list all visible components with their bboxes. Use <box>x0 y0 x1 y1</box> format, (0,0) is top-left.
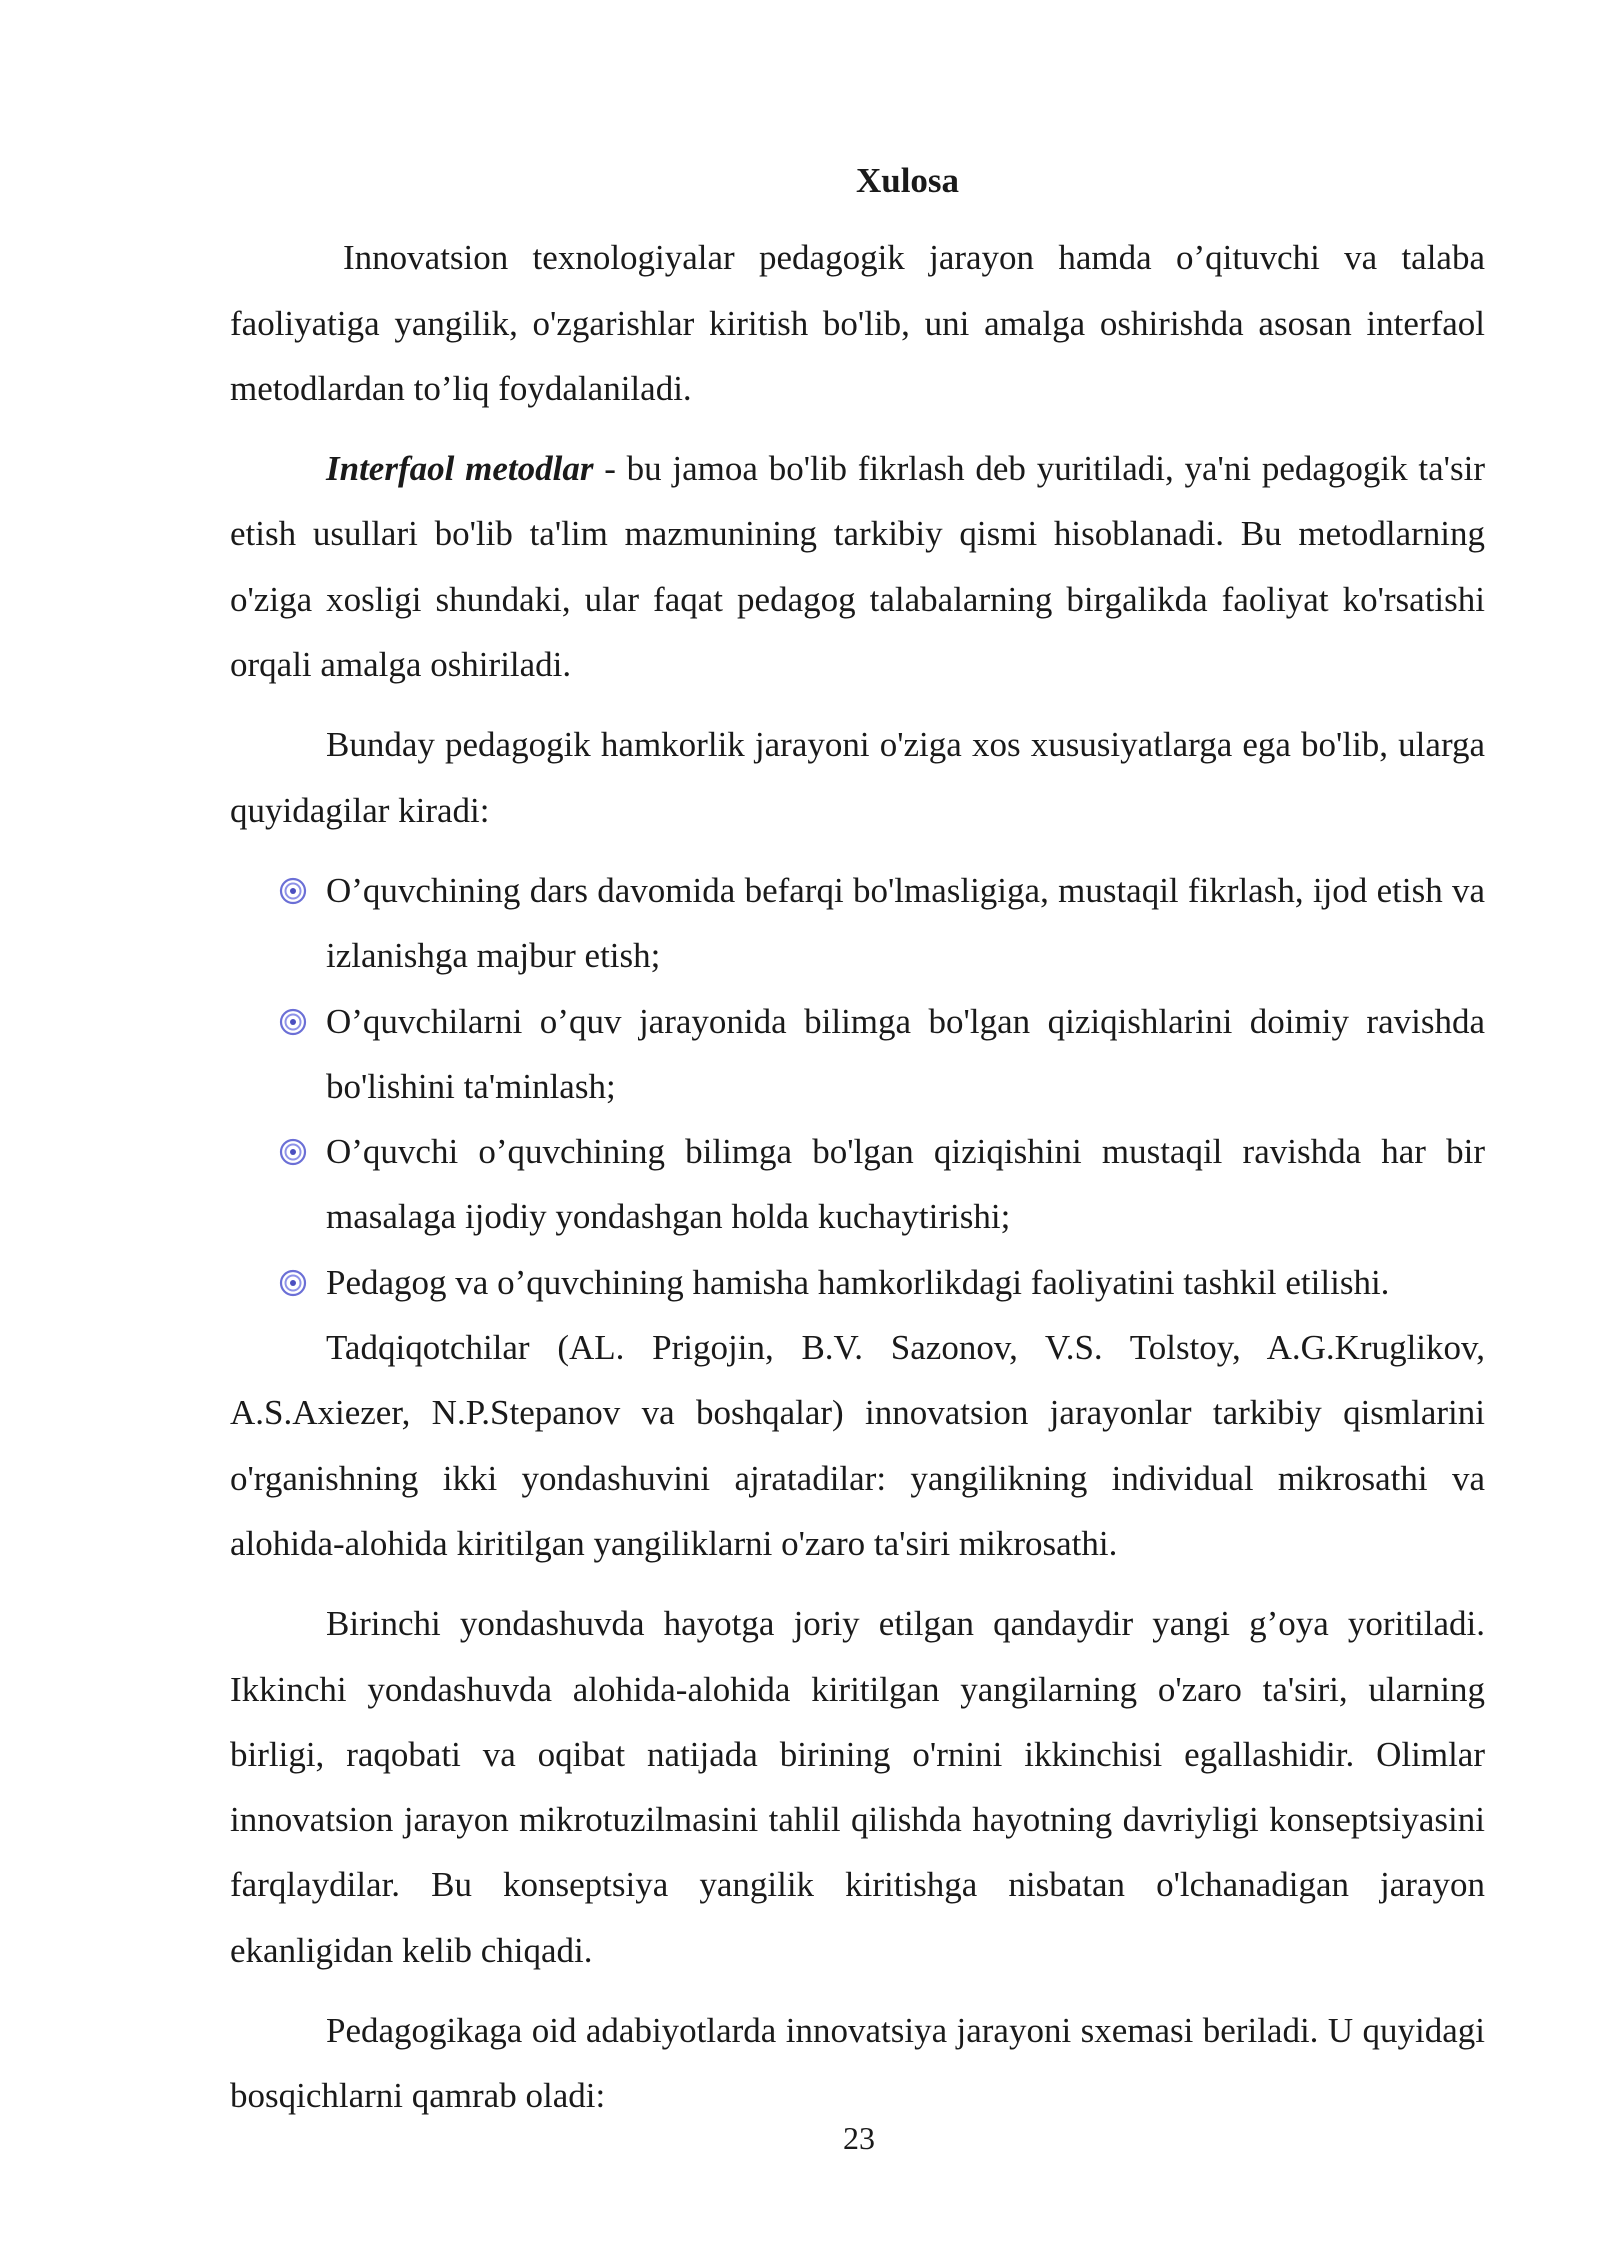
list-item-text: O’quvchi o’quvchining bilimga bo'lgan qiziqishini mustaqil ravishda har bir masalaga ijodiy yondashgan holda kuchaytirishi; <box>326 1132 1485 1237</box>
list-item-text: Pedagog va o’quvchining hamisha hamkorlikdagi faoliyatini tashkil etilishi. <box>326 1262 1390 1302</box>
document-body <box>230 148 1485 2129</box>
paragraph-researchers: Tadqiqotchilar (AL. Prigojin, B.V. Sazonov, V.S. Tolstoy, A.G.Kruglikov, A.S.Axiezer, N.P.Stepanov va boshqalar) innovatsion jarayonlar tarkibiy qismlarini o'rganishning ikki yondashuvini ajratadilar: yangilikning individual mikrosathi va alohida-alohida kiritilgan yangiliklarni o'zaro ta'siri mikrosathi. <box>230 1328 1485 1563</box>
spiral-bullet-icon <box>278 1007 308 1037</box>
spiral-bullet-icon <box>278 876 308 906</box>
paragraph-intro: Innovatsion texnologiyalar pedagogik jarayon hamda o’qituvchi va talaba faoliyatiga yangilik, o'zgarishlar kiritish bo'lib, uni amalga oshirishda asosan interfaol metodlardan to’liq foydalaniladi. <box>230 238 1485 408</box>
paragraph-cooperation: Bunday pedagogik hamkorlik jarayoni o'ziga xos xususiyatlarga ega bo'lib, ularga quyidagilar kiradi: <box>230 725 1485 830</box>
list-item <box>326 858 1485 989</box>
list-item <box>326 989 1485 1120</box>
list-item <box>326 1119 1485 1250</box>
page-number: 23 <box>843 2120 875 2156</box>
term-interfaol-metodlar: Interfaol metodlar <box>326 449 594 489</box>
feature-list <box>230 858 1485 1315</box>
paragraph-approaches: Birinchi yondashuvda hayotga joriy etilgan qandaydir yangi g’oya yoritiladi. Ikkinchi yondashuvda alohida-alohida kiritilgan yangilarning o'zaro ta'siri, ularning birligi, raqobati va oqibat natijada birining o'rnini ikkinchisi egallashidir. Olimlar innovatsion jarayon mikrotuzilmasini tahlil qilishda hayotning davriyligi konseptsiyasini farqlaydilar. Bu konseptsiya yangilik kiritishga nisbatan o'lchanadigan jarayon ekanligidan kelib chiqadi. <box>230 1604 1485 1970</box>
list-item-text: O’quvchilarni o’quv jarayonida bilimga bo'lgan qiziqishlarini doimiy ravishda bo'lishini ta'minlash; <box>326 1001 1485 1106</box>
paragraph-interactive-methods-text: - bu jamoa bo'lib fikrlash deb yuritiladi, ya'ni pedagogik ta'sir etish usullari bo'lib ta'lim mazmunining tarkibiy qismi hisoblanadi. Bu metodlarning o'ziga xosligi shundaki, ular faqat pedagog talabalarning birgalikda faoliyat ko'rsatishi orqali amalga oshiriladi. <box>230 449 1485 685</box>
paragraph-interactive-methods <box>230 436 1485 697</box>
spiral-bullet-icon <box>278 1137 308 1167</box>
list-item <box>326 1250 1485 1315</box>
spiral-bullet-icon <box>278 1268 308 1298</box>
page-title: Xulosa <box>855 161 960 200</box>
paragraph-innovation-scheme: Pedagogikaga oid adabiyotlarda innovatsiya jarayoni sxemasi beriladi. U quyidagi bosqichlarni qamrab oladi: <box>230 2011 1485 2116</box>
list-item-text: O’quvchining dars davomida befarqi bo'lmasligiga, mustaqil fikrlash, ijod etish va izlanishga majbur etish; <box>326 870 1485 976</box>
